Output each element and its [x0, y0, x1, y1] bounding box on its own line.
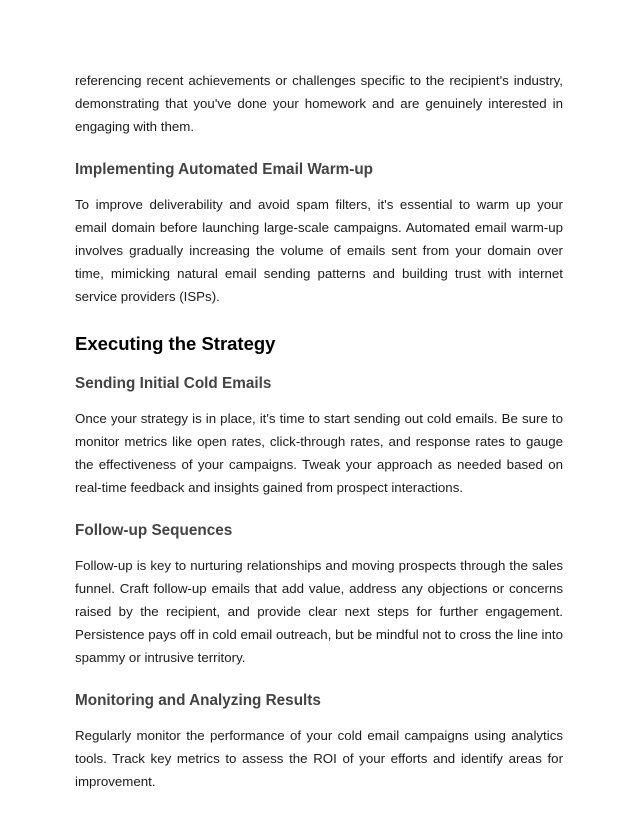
heading-monitoring-results: Monitoring and Analyzing Results: [75, 692, 321, 709]
paragraph-monitoring-results: Regularly monitor the performance of your cold email campaigns using analytics tools. Track key metrics to assess the ROI of your efforts and identify areas for improvement.: [75, 728, 563, 789]
document-body: [75, 69, 563, 793]
paragraph-intro: referencing recent achievements or challenges specific to the recipient's industry, demonstrating that you've done your homework and are genuinely interested in engaging with them.: [75, 73, 563, 134]
paragraph-follow-up-sequences: Follow-up is key to nurturing relationships and moving prospects through the sales funnel. Craft follow-up emails that add value, address any objections or concerns raised by the recipient, and provide clear next steps for further engagement. Persistence pays off in cold email outreach, but be mindful not to cross the line into spammy or intrusive territory.: [75, 558, 563, 665]
heading-email-warmup: Implementing Automated Email Warm-up: [75, 161, 374, 178]
heading-sending-cold-emails: Sending Initial Cold Emails: [75, 375, 272, 392]
heading-follow-up-sequences: Follow-up Sequences: [75, 522, 233, 539]
paragraph-email-warmup: To improve deliverability and avoid spam filters, it's essential to warm up your email domain before launching large-scale campaigns. Automated email warm-up involves gradually increasing the volume of emails sent from your domain over time, mimicking natural email sending patterns and building trust with internet service providers (ISPs).: [75, 197, 563, 304]
paragraph-sending-cold-emails: Once your strategy is in place, it's time to start sending out cold emails. Be sure to monitor metrics like open rates, click-through rates, and response rates to gauge the effectiveness of your campaigns. Tweak your approach as needed based on real-time feedback and insights gained from prospect interactions.: [75, 411, 563, 495]
heading-executing-strategy: Executing the Strategy: [75, 333, 276, 354]
